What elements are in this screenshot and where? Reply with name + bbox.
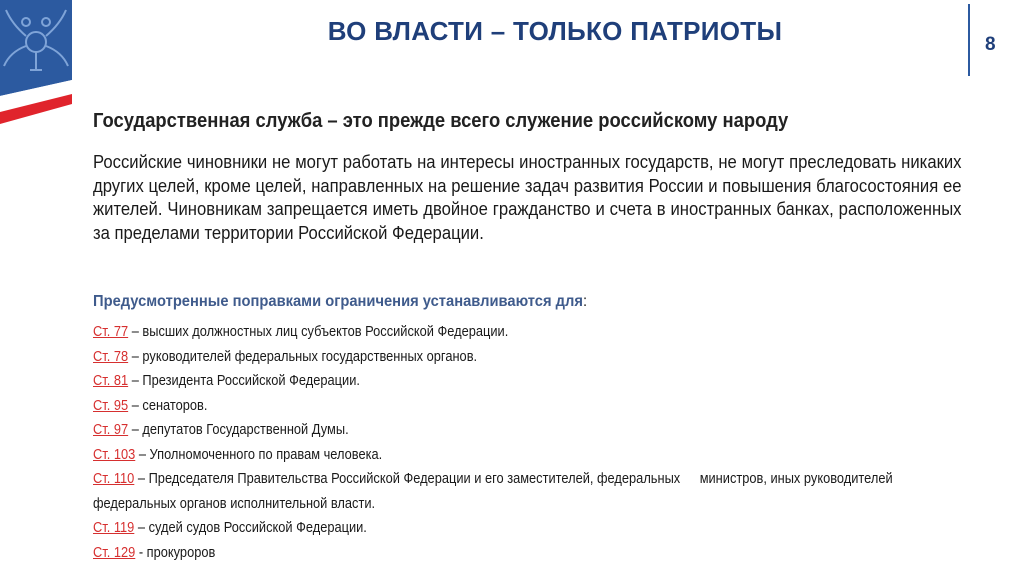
list-item bbox=[93, 345, 978, 370]
page-title: ВО ВЛАСТИ – ТОЛЬКО ПАТРИОТЫ bbox=[327, 16, 783, 46]
intro-paragraph: Российские чиновники не могут работать на интересы иностранных государств, не могут преследовать никаких других целей, кроме целей, направленных на решение задач развития России и повышения благосостояния ее жителей. Чиновникам запрещается иметь двойное гражданство и счета в иностранных банках, расположенных за пределами территории Российской Федерации. bbox=[93, 151, 962, 243]
article-link[interactable]: Ст. 95 bbox=[93, 397, 129, 414]
header-divider bbox=[968, 4, 970, 76]
list-item bbox=[93, 467, 978, 516]
article-text-continued: министров, иных руководителей федеральных органов исполнительной власти. bbox=[93, 471, 893, 512]
section-heading: Государственная служба – это прежде всего служение российскому народу bbox=[93, 110, 789, 132]
restrictions-subheading bbox=[93, 293, 587, 311]
list-item bbox=[93, 394, 978, 419]
article-text: – высших должностных лиц субъектов Российской Федерации. bbox=[128, 324, 509, 340]
article-text: – Председателя Правительства Российской Федерации и его заместителей, федеральных bbox=[134, 471, 681, 487]
list-item bbox=[93, 369, 978, 394]
list-item bbox=[93, 443, 978, 468]
article-link[interactable]: Ст. 97 bbox=[93, 422, 129, 438]
article-text: - прокуроров bbox=[135, 544, 216, 561]
article-link[interactable]: Ст. 78 bbox=[93, 348, 129, 365]
list-item bbox=[93, 320, 978, 345]
restrictions-subheading-colon: : bbox=[582, 293, 588, 310]
article-link[interactable]: Ст. 81 bbox=[93, 373, 129, 389]
article-link[interactable]: Ст. 110 bbox=[93, 471, 135, 487]
article-text: – сенаторов. bbox=[128, 397, 208, 414]
article-text: – Уполномоченного по правам человека. bbox=[135, 446, 383, 463]
article-text: – Президента Российской Федерации. bbox=[128, 373, 360, 389]
article-link[interactable]: Ст. 103 bbox=[93, 446, 136, 463]
list-item bbox=[93, 418, 978, 443]
article-text: – депутатов Государственной Думы. bbox=[128, 422, 349, 438]
list-item bbox=[93, 541, 978, 566]
article-text: – судей судов Российской Федерации. bbox=[134, 520, 367, 536]
article-line-1 bbox=[93, 467, 978, 516]
article-link[interactable]: Ст. 77 bbox=[93, 324, 129, 340]
list-item bbox=[93, 516, 978, 541]
page-number: 8 bbox=[985, 34, 996, 55]
articles-list bbox=[93, 320, 978, 565]
restrictions-subheading-text: Предусмотренные поправками ограничения устанавливаются для bbox=[93, 293, 583, 310]
article-link[interactable]: Ст. 119 bbox=[93, 520, 135, 536]
article-link[interactable]: Ст. 129 bbox=[93, 544, 136, 561]
article-text: – руководителей федеральных государственных органов. bbox=[128, 348, 478, 365]
